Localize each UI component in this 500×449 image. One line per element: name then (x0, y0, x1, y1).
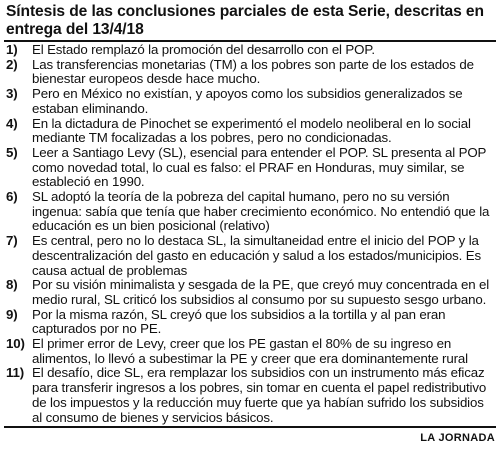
item-text: SL adoptó la teoría de la pobreza del capital humano, pero no su versión ingenua: sabía que tenía que haber crecimiento económico. No entendió que la educación es un bien posicional (relativo) (32, 189, 490, 234)
item-text: Leer a Santiago Levy (SL), esencial para entender el POP. SL presenta al POP como novedad total, lo cual es falso: el PRAF en Honduras, muy similar, se estableció en 1990. (32, 144, 487, 190)
list-item (6, 337, 496, 366)
item-text: Es central, pero no lo destaca SL, la simultaneidad entre el inicio del POP y la descentralización del gasto en educación y salud a los estados/municipios. Es causa actual de problemas (32, 233, 481, 278)
item-text: Pero en México no existían, y apoyos como los subsidios generalizados se estaban eliminando. (32, 86, 463, 116)
item-number: 1) (6, 42, 18, 57)
list-item (6, 308, 496, 337)
item-text: El desafío, dice SL, era remplazar los subsidios con un instrumento más eficaz para transferir ingresos a los pobres, sin tomar en cuenta el papel redistributivo de los impuestos y la reducción muy fuerte que ya habían sufrido los subsidios al consumo de bienes y servicios básicos. (32, 365, 487, 425)
item-number: 5) (6, 144, 18, 160)
item-number: 7) (6, 233, 18, 249)
list-item (6, 366, 496, 425)
item-number: 9) (6, 306, 18, 322)
list-item (6, 43, 496, 58)
source-credit: LA JORNADA (420, 432, 495, 444)
list-item (6, 278, 496, 307)
list-item (6, 234, 496, 278)
item-number: 6) (6, 189, 18, 205)
item-text: Por su visión minimalista y sesgada de la PE, que creyó muy concentrada en el medio rural, SL criticó los subsidios al consumo por su supuesto sesgo urbano. (32, 277, 490, 307)
list-item (6, 87, 496, 116)
item-text: Por la misma razón, SL creyó que los subsidios a la tortilla y al pan eran capturados por no PE. (32, 306, 446, 337)
list-item (6, 58, 496, 87)
item-text: El primer error de Levy, creer que los PE gastan el 80% de su ingreso en alimentos, lo llevó a subestimar la PE y creer que era dominantemente rural (32, 336, 468, 366)
item-number: 8) (6, 277, 18, 293)
item-number: 2) (6, 56, 18, 72)
item-text: En la dictadura de Pinochet se experimentó el modelo neoliberal en lo social mediante TM focalizadas a los pobres, pero no condicionadas. (32, 115, 471, 146)
bottom-rule (4, 426, 496, 428)
conclusions-list (6, 43, 496, 425)
item-text: Las transferencias monetarias (TM) a los pobres son parte de los estados de bienestar europeos desde hace mucho. (32, 56, 474, 87)
list-item (6, 190, 496, 234)
box-title: Síntesis de las conclusiones parciales de esta Serie, descritas en entrega del 13/4/18 (6, 3, 484, 38)
item-number: 4) (6, 115, 18, 131)
item-text: El Estado remplazó la promoción del desarrollo con el POP. (32, 42, 375, 57)
list-item (6, 117, 496, 146)
item-number: 3) (6, 86, 18, 102)
list-item (6, 146, 496, 190)
item-number: 11) (6, 365, 25, 381)
item-number: 10) (6, 336, 25, 352)
